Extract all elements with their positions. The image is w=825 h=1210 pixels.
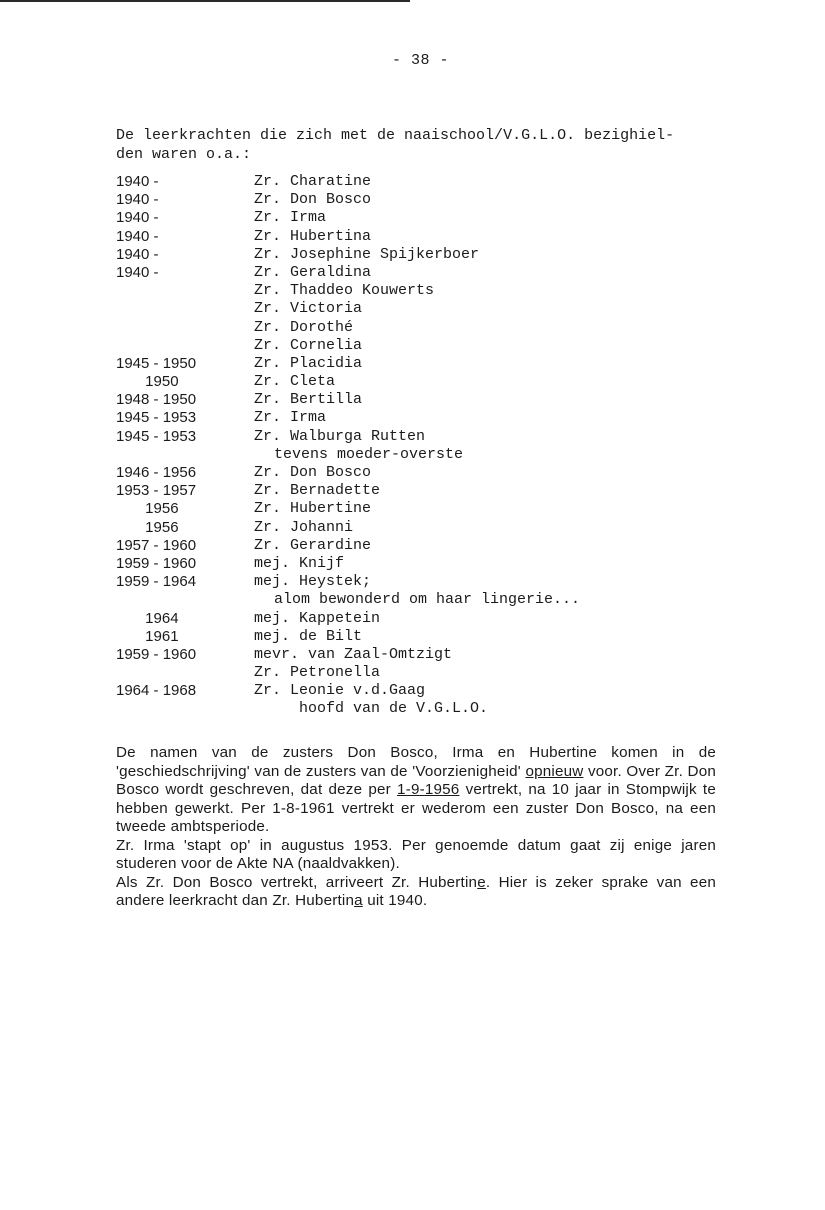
roster-row <box>116 409 716 427</box>
roster-teacher-name: Zr. Cornelia <box>254 336 363 354</box>
underlined-date: 1-9-1956 <box>397 781 460 798</box>
roster-row <box>116 555 716 573</box>
roster-row <box>116 464 716 482</box>
roster-row <box>116 228 716 246</box>
roster-years: 1961 <box>116 627 179 645</box>
closing-text: . Hier is zeker sprake van een andere leerkracht dan Zr. Hubertin <box>116 873 716 909</box>
underlined-letter: a <box>354 892 363 909</box>
roster-teacher-name: Zr. Leonie v.d.Gaag <box>254 682 426 700</box>
roster-teacher-name: Zr. Gerardine <box>254 536 372 554</box>
roster-years: 1940 - <box>116 263 159 281</box>
roster-teacher-name: Zr. Don Bosco <box>254 191 372 209</box>
roster-years: 1950 <box>116 373 179 391</box>
roster-note: hoofd van de V.G.L.O. <box>299 700 489 718</box>
roster-years: 1956 <box>116 518 179 536</box>
roster-note: tevens moeder-overste <box>274 445 464 463</box>
roster-row <box>116 446 716 464</box>
roster-years: 1940 - <box>116 209 159 227</box>
roster-years: 1940 - <box>116 173 159 190</box>
roster-row <box>116 610 716 628</box>
roster-teacher-name: Zr. Irma <box>254 409 327 427</box>
closing-section <box>116 744 716 911</box>
roster-years: 1940 - <box>116 245 159 263</box>
roster-teacher-name: Zr. Irma <box>254 209 327 227</box>
roster-row <box>116 300 716 318</box>
roster-row <box>116 373 716 391</box>
roster-years: 1948 - 1950 <box>116 391 197 409</box>
closing-text: voor. Over Zr. Don Bosco wordt geschreven, dat deze per <box>116 762 716 798</box>
roster-note: alom bewonderd om haar lingerie... <box>274 591 581 609</box>
roster-teacher-name: mej. de Bilt <box>254 627 363 645</box>
roster-teacher-name: mej. Heystek; <box>254 573 372 591</box>
underlined-text: opnieuw <box>525 762 584 780</box>
roster-years: 1945 - 1953 <box>116 427 197 445</box>
roster-years: 1953 - 1957 <box>116 482 197 500</box>
roster-teacher-name: Zr. Don Bosco <box>254 464 372 481</box>
closing-paragraph-2: Zr. Irma 'stapt op' in augustus 1953. Per genoemde datum gaat zij enige jaren studeren voor de Akte NA (naaldvakken). <box>116 836 716 872</box>
roster-row <box>116 246 716 264</box>
roster-years: 1959 - 1960 <box>116 554 197 572</box>
roster-teacher-name: Zr. Bernadette <box>254 482 381 500</box>
roster-years: 1946 - 1956 <box>116 464 197 481</box>
closing-paragraph-1 <box>116 744 716 837</box>
roster-row <box>116 537 716 555</box>
closing-text: uit 1940. <box>362 892 428 909</box>
closing-text: Als Zr. Don Bosco vertrekt, arriveert Zr. Hubertin <box>116 873 478 891</box>
roster-row <box>116 191 716 209</box>
roster-teacher-name: Zr. Victoria <box>254 300 363 318</box>
roster-row <box>116 173 716 191</box>
closing-text: vertrekt, na 10 jaar in Stompwijk te hebben gewerkt. Per 1-8-1961 vertrekt er wederom een zuster Don Bosco, na een tweede ambtsperiode. <box>116 781 716 835</box>
roster-years: 1945 - 1950 <box>116 354 197 372</box>
roster-row <box>116 682 716 700</box>
roster-teacher-name: mevr. van Zaal-Omtzigt <box>254 645 453 663</box>
roster-row <box>116 209 716 227</box>
roster-teacher-name: Zr. Josephine Spijkerboer <box>254 245 480 263</box>
roster-row <box>116 664 716 682</box>
roster-teacher-name: mej. Knijf <box>254 554 345 572</box>
roster-years: 1956 <box>116 500 179 518</box>
roster-row <box>116 355 716 373</box>
closing-text: De namen van de zusters Don Bosco, Irma en Hubertine komen in de 'geschiedschrijving' van de zusters van de 'Voorzienigheid' <box>116 744 716 780</box>
roster-row <box>116 319 716 337</box>
roster-teacher-name: Zr. Hubertina <box>254 227 372 245</box>
roster-years: 1964 - 1968 <box>116 682 197 700</box>
intro-paragraph: De leerkrachten die zich met de naaischool/V.G.L.O. bezighiel- den waren o.a.: <box>116 127 675 163</box>
roster-years: 1964 <box>116 609 179 627</box>
roster-row <box>116 646 716 664</box>
roster-years: 1957 - 1960 <box>116 536 197 554</box>
roster-teacher-name: Zr. Petronella <box>254 664 381 682</box>
roster-years: 1959 - 1960 <box>116 645 197 663</box>
roster-years: 1959 - 1964 <box>116 573 197 591</box>
roster-row <box>116 337 716 355</box>
top-rule <box>0 0 410 2</box>
roster-teacher-name: mej. Kappetein <box>254 609 381 627</box>
roster-years: 1940 - <box>116 227 159 245</box>
roster-years: 1945 - 1953 <box>116 409 197 427</box>
roster-teacher-name: Zr. Bertilla <box>254 391 363 409</box>
roster-row <box>116 391 716 409</box>
roster-teacher-name: Zr. Geraldina <box>254 263 372 281</box>
roster-row <box>116 628 716 646</box>
roster-row <box>116 700 716 718</box>
roster-row <box>116 282 716 300</box>
roster-teacher-name: Zr. Dorothé <box>254 318 354 336</box>
roster-row <box>116 500 716 518</box>
page-number-text: - 38 - <box>391 52 449 69</box>
roster-row <box>116 482 716 500</box>
teacher-roster <box>116 173 716 719</box>
closing-paragraph-3 <box>116 874 716 911</box>
roster-row <box>116 519 716 537</box>
page-number <box>0 52 825 69</box>
roster-row <box>116 573 716 591</box>
underlined-letter: e <box>477 873 486 891</box>
roster-years: 1940 - <box>116 191 159 209</box>
roster-teacher-name: Zr. Hubertine <box>254 500 372 518</box>
roster-row <box>116 591 716 609</box>
roster-row <box>116 428 716 446</box>
roster-row <box>116 264 716 282</box>
roster-teacher-name: Zr. Walburga Rutten <box>254 427 426 445</box>
roster-teacher-name: Zr. Johanni <box>254 518 354 536</box>
roster-teacher-name: Zr. Cleta <box>254 373 336 391</box>
roster-teacher-name: Zr. Thaddeo Kouwerts <box>254 282 435 300</box>
roster-teacher-name: Zr. Charatine <box>254 173 372 190</box>
roster-teacher-name: Zr. Placidia <box>254 354 363 372</box>
